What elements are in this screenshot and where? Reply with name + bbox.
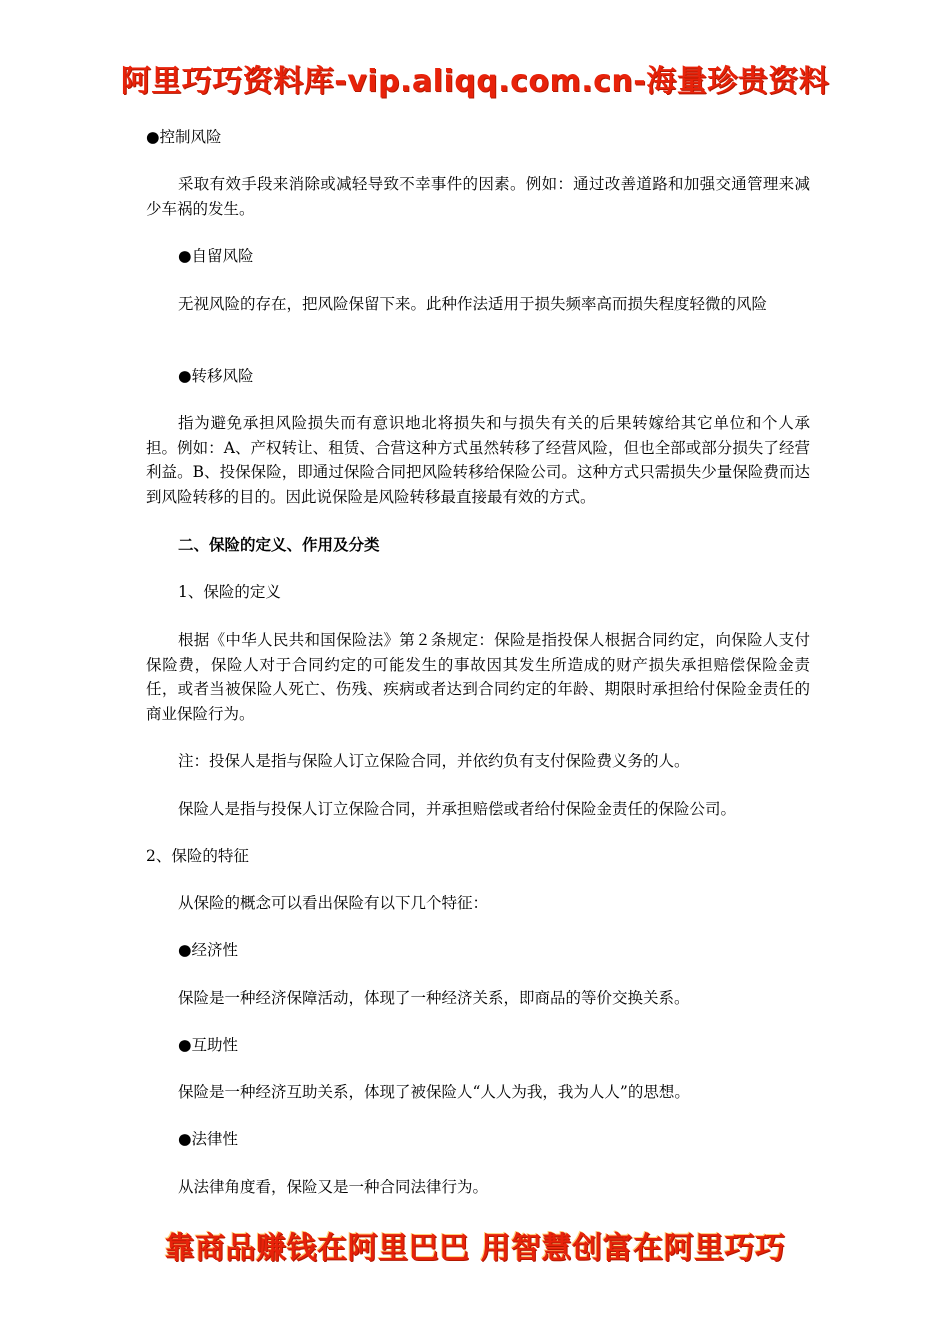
note-insurer: 保险人是指与投保人订立保险合同，并承担赔偿或者给付保险金责任的保险公司。 [178,800,737,818]
retain-risk-text: 无视风险的存在，把风险保留下来。此种作法适用于损失频率高而损失程度轻微的风险 [178,295,768,313]
retain-risk-heading: ●自留风险 [178,247,254,265]
mutual-text: 保险是一种经济互助关系，体现了被保险人“人人为我，我为人人”的思想。 [178,1083,690,1101]
transfer-risk-heading: ●转移风险 [178,367,254,385]
definition-heading: 1、保险的定义 [178,583,281,601]
footer-banner: 靠商品赚钱在阿里巴巴 用智慧创富在阿里巧巧 [164,1231,786,1266]
section-two-title: 二、保险的定义、作用及分类 [178,535,380,554]
header-banner: 阿里巧巧资料库-vip.aliqq.com.cn-海量珍贵资料 [120,64,830,99]
definition-text: 根据《中华人民共和国保险法》第２条规定：保险是指投保人根据合同约定，向保险人支付保险费，保险人对于合同约定的可能发生的事故因其发生所造成的财产损失承担赔偿保险金责任，或者当被保险人死亡、伤残、疾病或者达到合同约定的年龄、期限时承担给付保险金责任的商业保险行为。 [146,631,810,723]
control-risk-heading: ●控制风险 [146,128,222,146]
legal-text: 从法律角度看，保险又是一种合同法律行为。 [178,1178,489,1196]
features-heading: 2、保险的特征 [146,847,249,865]
economic-heading: ●经济性 [178,941,239,959]
note-policyholder: 注：投保人是指与保险人订立保险合同，并依约负有支付保险费义务的人。 [178,752,690,770]
economic-text: 保险是一种经济保障活动，体现了一种经济关系，即商品的等价交换关系。 [178,989,690,1007]
features-intro: 从保险的概念可以看出保险有以下几个特征： [178,894,489,912]
transfer-risk-text: 指为避免承担风险损失而有意识地北将损失和与损失有关的后果转嫁给其它单位和个人承担。例如：A、产权转让、租赁、合营这种方式虽然转移了经营风险，但也全部或部分损失了经营利益。B、投保保险，即通过保险合同把风险转移给保险公司。这种方式只需损失少量保险费而达到风险转移的目的。因此说保险是风险转移最直接最有效的方式。 [146,414,810,506]
mutual-heading: ●互助性 [178,1036,239,1054]
legal-heading: ●法律性 [178,1130,239,1148]
control-risk-text: 采取有效手段来消除或减轻导致不幸事件的因素。例如：通过改善道路和加强交通管理来减少车祸的发生。 [146,175,810,218]
